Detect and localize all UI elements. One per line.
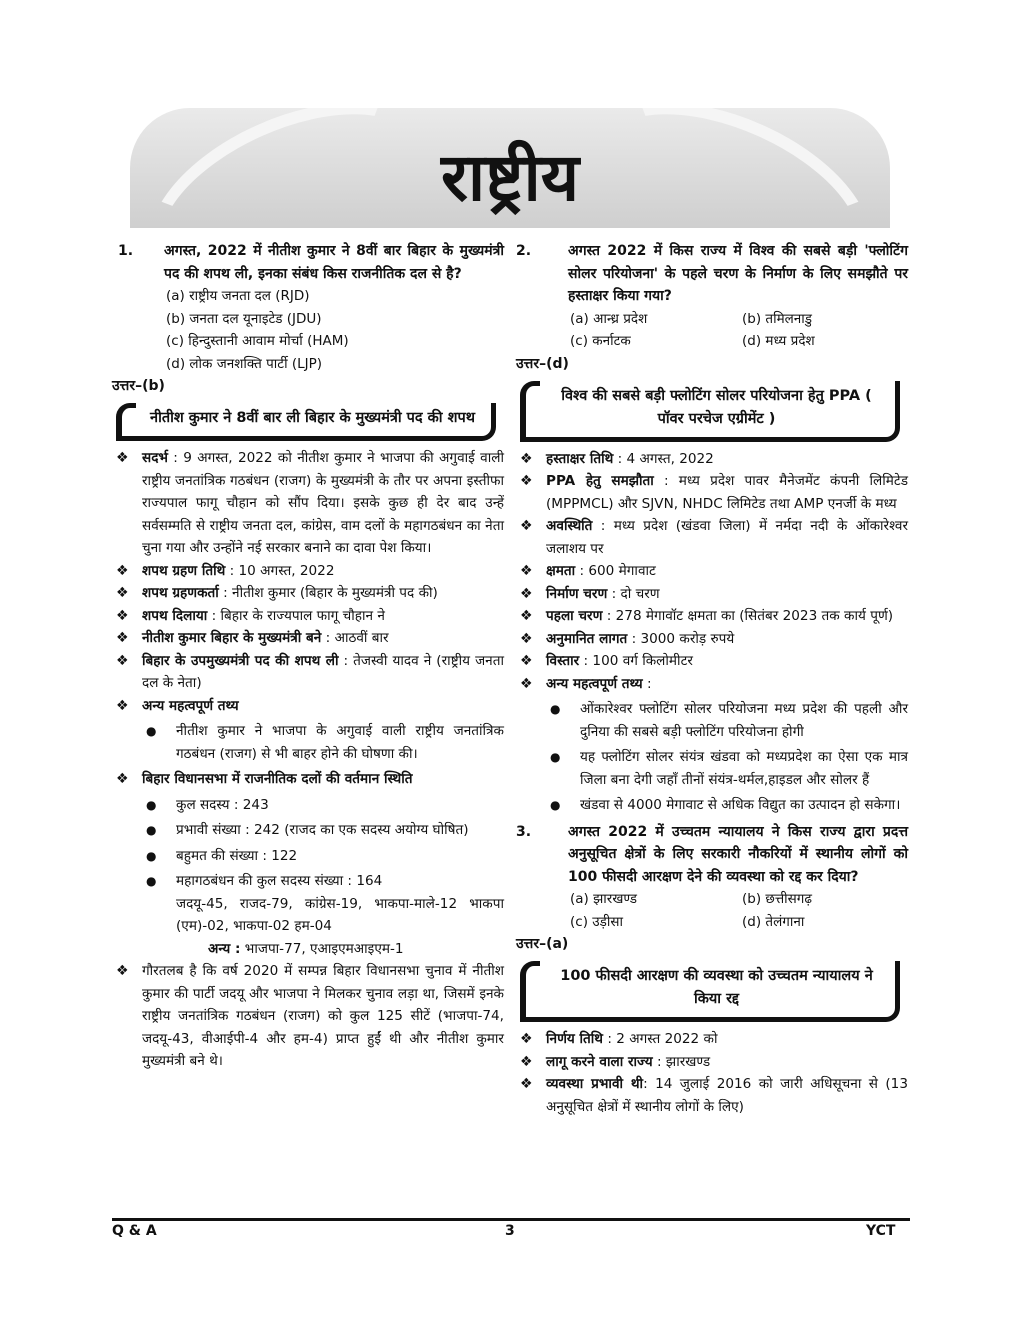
fact-point: ❖ व्यवस्था प्रभावी थी: 14 जुलाई 2016 को जारी अधिसूचना से (13 अनुसूचित क्षेत्रों में स्थानीय लोगों के लिए) bbox=[516, 1073, 908, 1118]
answer: उत्तर–(a) bbox=[516, 936, 569, 952]
fact-point: ❖ निर्माण चरण : दो चरण bbox=[516, 583, 908, 606]
option: (a) झारखण्ड bbox=[570, 891, 637, 907]
option: (c) हिन्दुस्तानी आवाम मोर्चा (HAM) bbox=[166, 333, 349, 349]
diamond-bullet-icon: ❖ bbox=[520, 518, 533, 534]
fact-point: ❖ बिहार के उपमुख्यमंत्री पद की शपथ ली : तेजस्वी यादव ने (राष्ट्रीय जनता दल के नेता) bbox=[112, 650, 504, 695]
diamond-bullet-icon: ❖ bbox=[520, 1053, 533, 1070]
sub-point: ● यह फ्लोटिंग सोलर संयंत्र खंडवा को मध्यप्रदेश का ऐसा एक मात्र जिला बना देगी जहाँ तीनों संयंत्र-थर्मल,हाइडल और सोलर हैं bbox=[516, 746, 908, 791]
fact-point: ❖ अवस्थिति : मध्य प्रदेश (खंडवा जिला) में नर्मदा नदी के ओंकारेश्वर जलाशय पर bbox=[516, 515, 908, 560]
topic-box: नीतीश कुमार ने 8वीं बार ली बिहार के मुख्यमंत्री पद की शपथ bbox=[116, 403, 496, 441]
sub-point: ● नीतीश कुमार ने भाजपा के अगुवाई वाली राष्ट्रीय जनतांत्रिक गठबंधन (राजग) से भी बाहर होने की घोषणा की। bbox=[112, 720, 504, 765]
options-list bbox=[112, 285, 504, 375]
option: (d) लोक जनशक्ति पार्टी (LJP) bbox=[166, 355, 323, 372]
question-number: 2. bbox=[516, 243, 532, 259]
footer-right-label: YCT bbox=[866, 1223, 896, 1239]
right-column bbox=[516, 240, 908, 1118]
fact-point: ❖ निर्णय तिथि : 2 अगस्त 2022 को bbox=[516, 1028, 908, 1051]
round-bullet-icon: ● bbox=[550, 702, 561, 716]
diamond-bullet-icon: ❖ bbox=[116, 585, 129, 601]
fact-point: ❖ क्षमता : 600 मेगावाट bbox=[516, 560, 908, 583]
fact-point: ❖ बिहार विधानसभा में राजनीतिक दलों की वर्तमान स्थिति bbox=[112, 768, 504, 791]
question-text: अगस्त 2022 में उच्चतम न्यायालय ने किस राज्य द्वारा प्रदत्त अनुसूचित क्षेत्रों के लिए सरकारी नौकरियों में स्थानीय लोगों को 100 फीसदी आरक्षण देने की व्यवस्था को रद्द कर दिया? bbox=[568, 823, 908, 885]
option: (b) छत्तीसगढ़ bbox=[742, 891, 813, 907]
round-bullet-icon: ● bbox=[146, 848, 157, 863]
question-number: 1. bbox=[118, 243, 134, 259]
question-number: 3. bbox=[516, 823, 532, 840]
fact-point: ❖ हस्ताक्षर तिथि : 4 अगस्त, 2022 bbox=[516, 448, 908, 471]
answer: उत्तर–(b) bbox=[112, 378, 165, 394]
fact-point: ❖ PPA हेतु समझौता : मध्य प्रदेश पावर मैनेजमेंट कंपनी लिमिटेड (MPPMCL) और SJVN, NHDC लिमिटेड तथा AMP एनर्जी के मध्य bbox=[516, 470, 908, 515]
fact-point: ❖ पहला चरण : 278 मेगावॉट क्षमता का (सितंबर 2023 तक कार्य पूर्ण) bbox=[516, 605, 908, 628]
sub-point: ● प्रभावी संख्या : 242 (राजद का एक सदस्य अयोग्य घोषित) bbox=[112, 819, 504, 842]
footer-rule bbox=[112, 1218, 910, 1221]
round-bullet-icon: ● bbox=[146, 724, 157, 738]
sub-point: ● महागठबंधन की कुल सदस्य संख्या : 164 bbox=[112, 870, 504, 893]
diamond-bullet-icon: ❖ bbox=[116, 963, 129, 979]
footer-left-label: Q & A bbox=[112, 1223, 157, 1239]
left-column bbox=[112, 240, 504, 1073]
chapter-title: राष्ट्रीय bbox=[440, 139, 579, 216]
diamond-bullet-icon: ❖ bbox=[520, 450, 533, 467]
round-bullet-icon: ● bbox=[146, 797, 157, 812]
options-list bbox=[516, 888, 908, 933]
topic-box: 100 फीसदी आरक्षण की व्यवस्था को उच्चतम न्यायालय ने किया रद्द bbox=[520, 961, 900, 1022]
option: (a) राष्ट्रीय जनता दल (RJD) bbox=[166, 288, 310, 304]
option: (c) उड़ीसा bbox=[570, 913, 623, 930]
fact-point: ❖ शपथ ग्रहणकर्ता : नीतीश कुमार (बिहार के मुख्यमंत्री पद की) bbox=[112, 582, 504, 605]
fact-point: ❖ नीतीश कुमार बिहार के मुख्यमंत्री बने : आठवीं बार bbox=[112, 627, 504, 650]
fact-point: ❖ अन्य महत्वपूर्ण तथ्य bbox=[112, 695, 504, 718]
others-detail: अन्य : भाजपा-77, एआइएमआइएम-1 bbox=[208, 940, 404, 957]
diamond-bullet-icon: ❖ bbox=[520, 653, 533, 669]
alliance-detail: जदयू-45, राजद-79, कांग्रेस-19, भाकपा-माले-12 भाकपा (एम)-02, भाकपा-02 हम-04 bbox=[176, 895, 504, 934]
diamond-bullet-icon: ❖ bbox=[116, 562, 129, 579]
answer: उत्तर–(d) bbox=[516, 355, 569, 372]
fact-point: ❖ सदर्भ : 9 अगस्त, 2022 को नीतीश कुमार ने भाजपा की अगुवाई वाली राष्ट्रीय जनतांत्रिक गठबंधन (राजग) के मुख्यमंत्री के तौर पर अपना इस्तीफा राज्यपाल फागू चौहान को सौंप दिया। इसके कुछ ही देर बाद उन्हें सर्वसम्मति से राष्ट्रीय जनता दल, कांग्रेस, वाम दलों के महागठबंधन का नेता चुना गया और उन्होंने नई सरकार बनाने का दावा पेश किया। bbox=[112, 447, 504, 560]
diamond-bullet-icon: ❖ bbox=[116, 607, 129, 624]
chapter-banner bbox=[130, 108, 890, 228]
fact-point: ❖ गौरतलब है कि वर्ष 2020 में सम्पन्न बिहार विधानसभा चुनाव में नीतीश कुमार की पार्टी जदयू और भाजपा ने मिलकर चुनाव लड़ा था, जिसमें इनके राष्ट्रीय जनतांत्रिक गठबंधन (राजग) को कुल 125 सीटें (भाजपा-74, जदयू-43, वीआईपी-4 और हम-4) प्राप्त हुईं थी और नीतीश कुमार मुख्यमंत्री बने थे। bbox=[112, 960, 504, 1073]
page-number: 3 bbox=[505, 1223, 515, 1239]
round-bullet-icon: ● bbox=[146, 823, 157, 837]
question-1 bbox=[112, 240, 504, 285]
diamond-bullet-icon: ❖ bbox=[520, 563, 533, 579]
fact-point: ❖ शपथ ग्रहण तिथि : 10 अगस्त, 2022 bbox=[112, 560, 504, 583]
diamond-bullet-icon: ❖ bbox=[116, 652, 129, 669]
diamond-bullet-icon: ❖ bbox=[520, 675, 533, 692]
diamond-bullet-icon: ❖ bbox=[116, 630, 129, 646]
option: (d) मध्य प्रदेश bbox=[742, 333, 815, 349]
option: (b) तमिलनाडु bbox=[742, 310, 813, 327]
diamond-bullet-icon: ❖ bbox=[520, 608, 533, 624]
question-text: अगस्त 2022 में किस राज्य में विश्व की सबसे बड़ी 'फ्लोटिंग सोलर परियोजना' के पहले चरण के निर्माण के लिए समझौते पर हस्ताक्षर किया गया? bbox=[568, 243, 908, 304]
option: (d) तेलंगाना bbox=[742, 913, 805, 930]
round-bullet-icon: ● bbox=[550, 750, 561, 764]
round-bullet-icon: ● bbox=[550, 798, 561, 812]
question-text: अगस्त, 2022 में नीतीश कुमार ने 8वीं बार बिहार के मुख्यमंत्री पद की शपथ ली, इनका संबंध किस राजनीतिक दल से है? bbox=[164, 243, 504, 282]
sub-point: ● ओंकारेश्वर फ्लोटिंग सोलर परियोजना मध्य प्रदेश की पहली और दुनिया की सबसे बड़ी फ्लोटिंग परियोजना होगी bbox=[516, 698, 908, 743]
option: (a) आन्ध्र प्रदेश bbox=[570, 310, 648, 327]
diamond-bullet-icon: ❖ bbox=[520, 1076, 533, 1092]
options-list bbox=[516, 308, 908, 353]
fact-point: ❖ शपथ दिलाया : बिहार के राज्यपाल फागू चौहान ने bbox=[112, 605, 504, 628]
question-2 bbox=[516, 240, 908, 308]
fact-point: ❖ अन्य महत्वपूर्ण तथ्य : bbox=[516, 673, 908, 696]
sub-point: ● खंडवा से 4000 मेगावाट से अधिक विद्युत का उत्पादन हो सकेगा। bbox=[516, 794, 908, 817]
sub-point: ● बहुमत की संख्या : 122 bbox=[112, 845, 504, 868]
fact-point: ❖ अनुमानित लागत : 3000 करोड़ रुपये bbox=[516, 628, 908, 651]
diamond-bullet-icon: ❖ bbox=[116, 771, 129, 787]
diamond-bullet-icon: ❖ bbox=[520, 1031, 533, 1047]
sub-point: ● कुल सदस्य : 243 bbox=[112, 794, 504, 817]
diamond-bullet-icon: ❖ bbox=[520, 630, 533, 647]
question-3 bbox=[516, 821, 908, 889]
round-bullet-icon: ● bbox=[146, 874, 157, 888]
diamond-bullet-icon: ❖ bbox=[520, 473, 533, 489]
fact-point: ❖ विस्तार : 100 वर्ग किलोमीटर bbox=[516, 650, 908, 673]
topic-box: विश्व की सबसे बड़ी फ्लोटिंग सोलर परियोजना हेतु PPA ( पॉवर परचेज एग्रीमेंट ) bbox=[520, 381, 900, 442]
fact-point: ❖ लागू करने वाला राज्य : झारखण्ड bbox=[516, 1051, 908, 1074]
option: (b) जनता दल यूनाइटेड (JDU) bbox=[166, 310, 322, 327]
diamond-bullet-icon: ❖ bbox=[520, 585, 533, 602]
diamond-bullet-icon: ❖ bbox=[116, 697, 129, 714]
option: (c) कर्नाटक bbox=[570, 333, 631, 349]
diamond-bullet-icon: ❖ bbox=[116, 450, 129, 466]
